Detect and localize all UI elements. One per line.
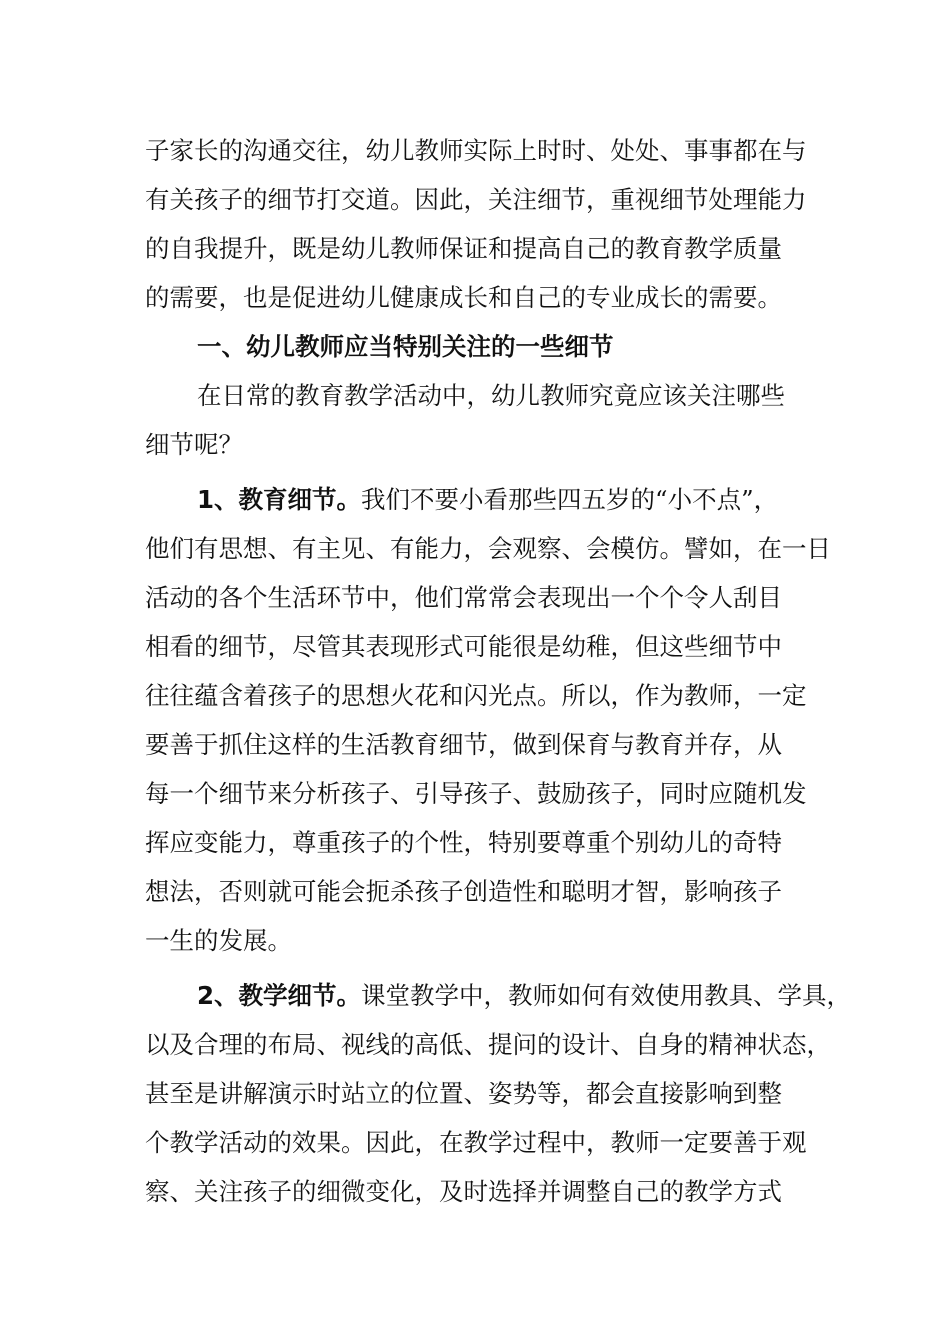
text-line: 活动的各个生活环节中，他们常常会表现出一个个令人刮目: [145, 583, 782, 612]
item-education-details: [145, 475, 831, 965]
text-line: 他们有思想、有主见、有能力，会观察、会模仿。譬如，在一日: [145, 534, 831, 563]
item-text: 我们不要小看那些四五岁的“小不点”，: [361, 485, 779, 514]
text-line: 以及合理的布局、视线的高低、提问的设计、自身的精神状态，: [145, 1030, 831, 1059]
text-line: 甚至是讲解演示时站立的位置、姿势等，都会直接影响到整: [145, 1079, 782, 1108]
text-line: 子家长的沟通交往，幼儿教师实际上时时、处处、事事都在与: [145, 136, 807, 165]
paragraph-intro: [145, 126, 810, 322]
item-first-line: [145, 971, 852, 1020]
text-line: 察、关注孩子的细微变化，及时选择并调整自己的教学方式: [145, 1177, 782, 1206]
item-teaching-details: [145, 971, 852, 1216]
text-line: 在日常的教育教学活动中，幼儿教师究竟应该关注哪些: [197, 381, 785, 410]
text-line: 每一个细节来分析孩子、引导孩子、鼓励孩子，同时应随机发: [145, 779, 807, 808]
item-text: 课堂教学中，教师如何有效使用教具、学具，: [361, 981, 852, 1010]
text-line: 个教学活动的效果。因此，在教学过程中，教师一定要善于观: [145, 1128, 807, 1157]
text-line: 相看的细节，尽管其表现形式可能很是幼稚，但这些细节中: [145, 632, 782, 661]
text-line: 的需要，也是促进幼儿健康成长和自己的专业成长的需要。: [145, 283, 782, 312]
item-lead: 2、教学细节。: [197, 981, 362, 1010]
text-line: 往往蕴含着孩子的思想火花和闪光点。所以，作为教师，一定: [145, 681, 807, 710]
text-line: 一生的发展。: [145, 926, 292, 955]
text-line: 想法，否则就可能会扼杀孩子创造性和聪明才智，影响孩子: [145, 877, 782, 906]
text-line: 要善于抓住这样的生活教育细节，做到保育与教育并存，从: [145, 730, 782, 759]
section-heading: 一、幼儿教师应当特别关注的一些细节: [197, 332, 614, 361]
text-line: 有关孩子的细节打交道。因此，关注细节，重视细节处理能力: [145, 185, 807, 214]
item-first-line: [145, 475, 810, 524]
text-line: 的自我提升，既是幼儿教师保证和提高自己的教育教学质量: [145, 234, 782, 263]
text-line: 细节呢？: [145, 430, 243, 459]
text-line: 挥应变能力，尊重孩子的个性，特别要尊重个别幼儿的奇特: [145, 828, 782, 857]
item-lead: 1、教育细节。: [197, 485, 362, 514]
document-page: [145, 126, 852, 1216]
paragraph-question: [145, 371, 810, 469]
